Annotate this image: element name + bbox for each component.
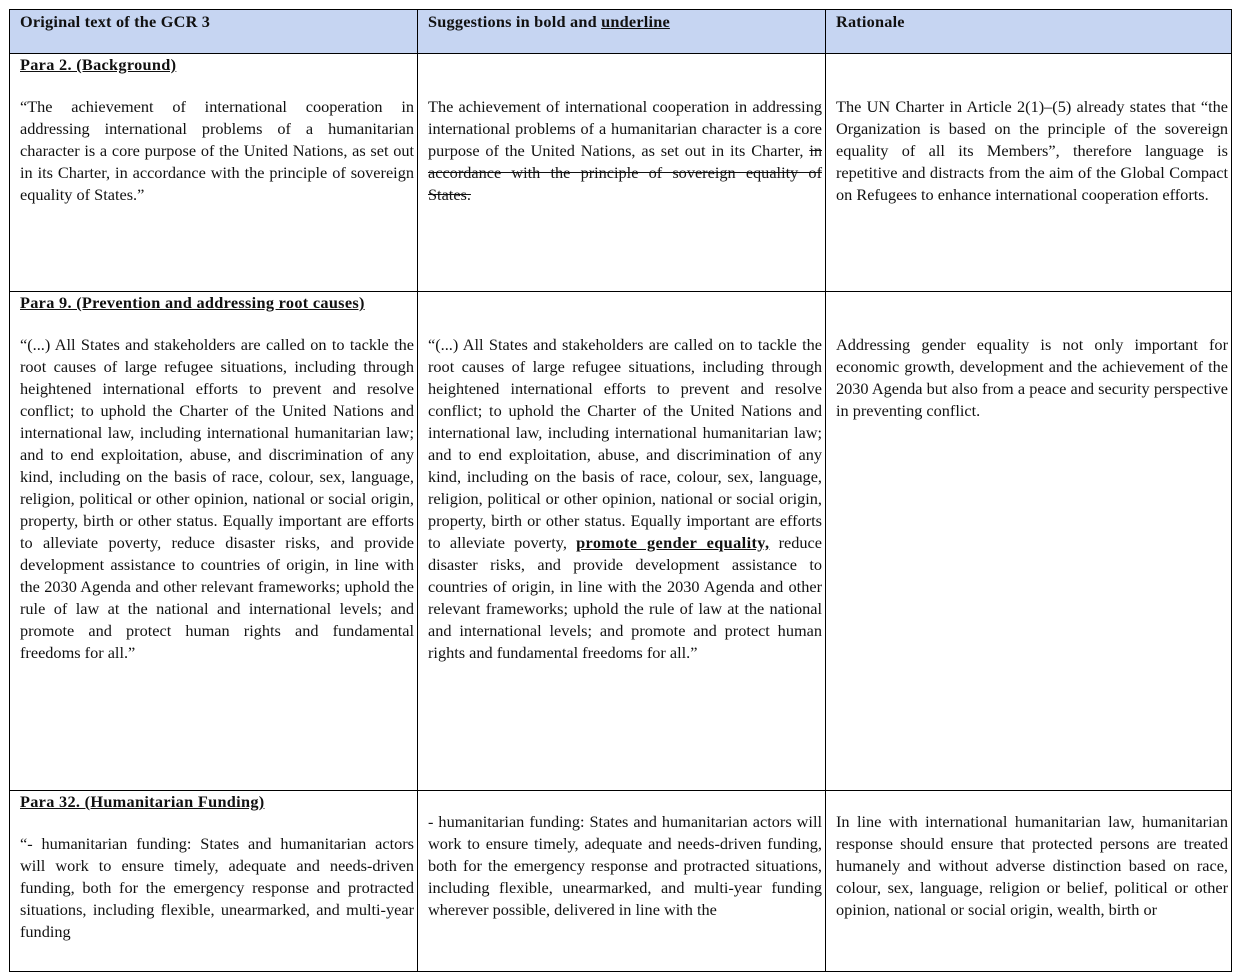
suggestion-text: [428, 334, 822, 664]
suggestion-deleted: in accordance with the principle of sovereign equality of States.: [428, 141, 822, 204]
section-title: Para 32. (Humanitarian Funding): [20, 792, 265, 811]
section-title: Para 2. (Background): [20, 55, 177, 74]
original-cell: [10, 292, 418, 791]
suggestion-added: promote gender equality,: [576, 533, 770, 552]
table-row: [10, 54, 1232, 292]
header-suggestions-label: Suggestions in bold and: [428, 12, 602, 31]
header-original: [10, 10, 418, 54]
header-rationale: [826, 10, 1232, 54]
rationale-cell: [826, 791, 1232, 972]
suggestion-text: - humanitarian funding: States and humanitarian actors will work to ensure timely, adequate and needs-driven funding, both for the emergency response and protracted situations, including flexible, unearmarked, and multi-year funding wherever possible, delivered in line with the: [428, 812, 822, 919]
original-cell: [10, 791, 418, 972]
rationale-text: In line with international humanitarian law, humanitarian response should ensure that protected persons are treated humanely and without adverse distinction based on race, colour, sex, language, religion or belief, political or other opinion, national or social origin, wealth, birth or: [836, 812, 1228, 919]
original-text: “The achievement of international cooperation in addressing international problems of a humanitarian character is a core purpose of the United Nations, as set out in its Charter, in accordance with the principle of sovereign equality of States.”: [20, 97, 414, 204]
original-text: “- humanitarian funding: States and humanitarian actors will work to ensure timely, adequate and needs-driven funding, both for the emergency response and protracted situations, including flexible, unearmarked, and multi-year funding: [20, 834, 414, 941]
suggestion-cell: [418, 54, 826, 292]
suggestion-plain: The achievement of international cooperation in addressing international problems of a humanitarian character is a core purpose of the United Nations, as set out in its Charter,: [428, 97, 822, 160]
table-header-row: [10, 10, 1232, 54]
header-rationale-label: Rationale: [836, 12, 905, 31]
suggestion-cell: [418, 292, 826, 791]
table-row: [10, 791, 1232, 972]
rationale-text: Addressing gender equality is not only important for economic growth, development and the achievement of the 2030 Agenda but also from a peace and security perspective in preventing conflict.: [836, 335, 1228, 420]
suggestion-cell: [418, 791, 826, 972]
original-cell: [10, 54, 418, 292]
suggestion-plain: “(...) All States and stakeholders are called on to tackle the root causes of large refugee situations, including through heightened international efforts to prevent and resolve conflict; to uphold the Charter of the United Nations and international law, including international humanitarian law; and to end exploitation, abuse, and discrimination of any kind, including on the basis of race, colour, sex, language, religion, political or other opinion, national or social origin, property, birth or other status. Equally important are efforts to alleviate poverty,: [428, 335, 822, 552]
suggestion-plain-after: reduce disaster risks, and provide development assistance to countries of origin, in line with the 2030 Agenda and other relevant frameworks; uphold the rule of law at the national and international levels; and promote and protect human rights and fundamental freedoms for all.”: [428, 533, 822, 662]
suggestion-text: [428, 96, 822, 206]
rationale-cell: [826, 292, 1232, 791]
header-underline-word: underline: [601, 12, 670, 31]
comparison-table: [9, 9, 1232, 972]
original-text: “(...) All States and stakeholders are called on to tackle the root causes of large refugee situations, including through heightened international efforts to prevent and resolve conflict; to uphold the Charter of the United Nations and international law, including international humanitarian law; and to end exploitation, abuse, and discrimination of any kind, including on the basis of race, colour, sex, language, religion, political or other opinion, national or social origin, property, birth or other status. Equally important are efforts to alleviate poverty, reduce disaster risks, and provide development assistance to countries of origin, in line with the 2030 Agenda and other relevant frameworks; uphold the rule of law at the national and international levels; and promote and protect human rights and fundamental freedoms for all.”: [20, 335, 414, 662]
rationale-text: The UN Charter in Article 2(1)–(5) already states that “the Organization is based on the principle of the sovereign equality of all its Members”, therefore language is repetitive and distracts from the aim of the Global Compact on Refugees to enhance international cooperation efforts.: [836, 97, 1228, 204]
rationale-cell: [826, 54, 1232, 292]
table-row: [10, 292, 1232, 791]
header-original-label: Original text of the GCR 3: [20, 12, 211, 31]
header-suggestions: [418, 10, 826, 54]
section-title: Para 9. (Prevention and addressing root causes): [20, 293, 365, 312]
